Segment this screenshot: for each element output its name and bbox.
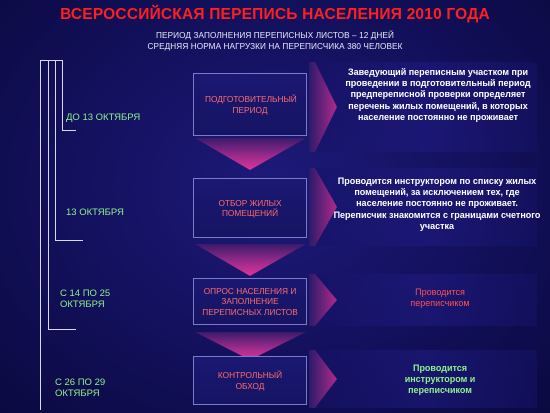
down-arrow-2	[195, 244, 306, 276]
stage-label: ПОДГОТОВИТЕЛЬНЫЙ ПЕРИОД	[205, 94, 297, 115]
description-stage-4: Проводится инструктором и переписчиком	[404, 363, 476, 396]
description-stage-1: Заведующий переписным участком при проведении в подготовительный период предпереписной проверки определяет перечень жилых помещений, в которых население постоянно не проживает	[345, 67, 531, 122]
stage-box-survey	[193, 278, 307, 325]
stage-label: ОПРОС НАСЕЛЕНИЯ И ЗАПОЛНЕНИЕ ПЕРЕПИСНЫХ ЛИСТОВ	[202, 285, 298, 317]
date-stage-2: 13 ОКТЯБРЯ	[66, 207, 124, 218]
subtitle-period: ПЕРИОД ЗАПОЛНЕНИЯ ПЕРЕПИСНЫХ ЛИСТОВ – 12 ДНЕЙ	[156, 31, 394, 40]
stage-box-control	[193, 356, 307, 405]
stage-box-selection	[193, 178, 307, 238]
page-title: ВСЕРОССИЙСКАЯ ПЕРЕПИСЬ НАСЕЛЕНИЯ 2010 ГОДА	[60, 6, 490, 23]
stage-label: КОНТРОЛЬНЫЙ ОБХОД	[217, 370, 283, 391]
description-stage-2: Проводится инструктором по списку жилых помещений, за исключением тех, где население постоянно не проживает. Переписчик знакомится с границами счетного участка	[333, 176, 541, 231]
date-stage-1: ДО 13 ОКТЯБРЯ	[66, 112, 141, 123]
date-stage-4: С 26 ПО 29 ОКТЯБРЯ	[55, 377, 106, 399]
stage-label: ОТБОР ЖИЛЫХ ПОМЕЩЕНИЙ	[218, 197, 282, 218]
down-arrow-1	[195, 138, 306, 170]
subtitle-norm: СРЕДНЯЯ НОРМА НАГРУЗКИ НА ПЕРЕПИСЧИКА 380 ЧЕЛОВЕК	[147, 42, 403, 51]
description-stage-3: Проводится переписчиком	[410, 287, 470, 309]
stage-box-preparatory	[193, 73, 307, 136]
date-stage-3: С 14 ПО 25 ОКТЯБРЯ	[60, 288, 111, 310]
